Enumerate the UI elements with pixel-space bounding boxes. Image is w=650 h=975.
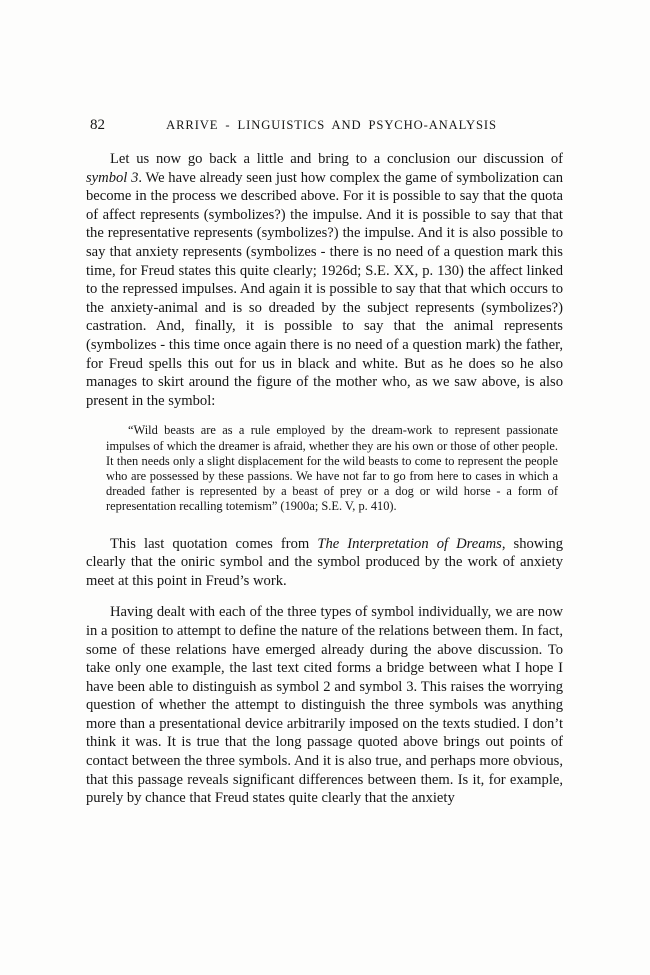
block-quote: “Wild beasts are as a rule employed by the dream-work to represent passionate impulses of which the dreamer is afraid, whether they are his own or those of other people. It then needs only a slight displacement for the wild beasts to come to represent the people who are possessed by these passions. We have not far to go from here to cases in which a dreaded father is represented by a beast of prey or a dog or wild horse - a form of representation recalling totemism” (1900a; S.E. V, p. 410). [106, 423, 558, 514]
text-block [86, 116, 563, 821]
paragraph-container [86, 150, 563, 808]
running-head-title: ARRIVE - LINGUISTICS AND PSYCHO-ANALYSIS [166, 118, 497, 132]
page-number: 82 [90, 117, 105, 133]
italic-text: symbol 3 [86, 169, 139, 186]
paragraph: This last quotation comes from The Interpretation of Dreams, showing clearly that the oniric symbol and the symbol produced by the work of anxiety meet at this point in Freud’s work. [86, 535, 563, 589]
paragraph: Let us now go back a little and bring to a conclusion our discussion of symbol 3. We have already seen just how complex the game of symbolization can become in the process we described above. For it is possible to say that the quota of affect represents (symbolizes?) the impulse. And it is possible to say that that the representative represents (symbolizes?) the impulse. And it is also possible to say that anxiety represents (symbolizes - there is no need of a question mark this time, for Freud states this quite clearly; 1926d; S.E. XX, p. 130) the affect linked to the repressed impulses. And again it is possible to say that that which occurs to the anxiety-animal and is so dreaded by the subject represents (symbolizes?) castration. And, finally, it is possible to say that the animal represents (symbolizes - this time once again there is no need of a question mark) the father, for Freud spells this out for us in black and white. But as he does so he also manages to skirt around the figure of the mother who, as we saw above, is also present in the symbol: [86, 151, 563, 409]
paragraph: Having dealt with each of the three types of symbol individually, we are now in a position to attempt to define the nature of the relations between them. In fact, some of these relations have emerged already during the above discussion. To take only one example, the last text cited forms a bridge between what I hope I have been able to distinguish as symbol 2 and symbol 3. This raises the worrying question of whether the attempt to distinguish the three symbols was anything more than a presentational device arbitrarily imposed on the texts studied. I don’t think it was. It is true that the long passage quoted above brings out points of contact between the three symbols. And it is also true, and perhaps more obvious, that this passage reveals significant differences between them. Is it, for example, purely by chance that Freud states quite clearly that the anxiety [86, 604, 563, 807]
page-header [86, 116, 563, 134]
italic-text: The Interpretation of Dreams [317, 535, 502, 552]
